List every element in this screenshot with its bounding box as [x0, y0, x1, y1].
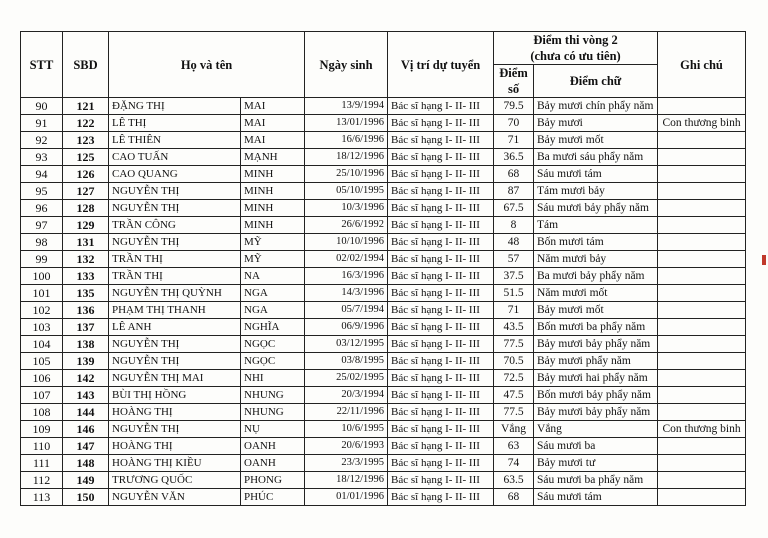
cell-score-text: Ba mươi bảy phẩy năm	[534, 268, 658, 285]
cell-stt: 110	[21, 438, 63, 455]
cell-dob: 22/11/1996	[305, 404, 388, 421]
cell-score: 37.5	[494, 268, 534, 285]
cell-note	[658, 200, 746, 217]
cell-note	[658, 217, 746, 234]
table-row	[21, 353, 746, 370]
cell-position: Bác sĩ hạng I- II- III	[388, 387, 494, 404]
cell-score-text: Vắng	[534, 421, 658, 438]
header-sbd: SBD	[63, 32, 109, 98]
table-body	[21, 98, 746, 506]
cell-position: Bác sĩ hạng I- II- III	[388, 217, 494, 234]
cell-score: 70.5	[494, 353, 534, 370]
cell-position: Bác sĩ hạng I- II- III	[388, 370, 494, 387]
cell-dob: 16/6/1996	[305, 132, 388, 149]
cell-score-text: Sáu mươi ba phẩy năm	[534, 472, 658, 489]
cell-score: 79.5	[494, 98, 534, 115]
cell-sbd: 128	[63, 200, 109, 217]
cell-note	[658, 438, 746, 455]
cell-score: 57	[494, 251, 534, 268]
cell-dob: 25/10/1996	[305, 166, 388, 183]
header-dob: Ngày sinh	[305, 32, 388, 98]
cell-given-name: NGỌC	[241, 336, 305, 353]
cell-family-name: NGUYỄN VĂN	[109, 489, 241, 506]
cell-given-name: MAI	[241, 132, 305, 149]
cell-family-name: CAO TUẤN	[109, 149, 241, 166]
cell-family-name: LÊ THỊ	[109, 115, 241, 132]
cell-stt: 96	[21, 200, 63, 217]
cell-score: 8	[494, 217, 534, 234]
cell-position: Bác sĩ hạng I- II- III	[388, 132, 494, 149]
cell-stt: 107	[21, 387, 63, 404]
table-row	[21, 234, 746, 251]
cell-stt: 102	[21, 302, 63, 319]
header-score-group-line2: (chưa có ưu tiên)	[530, 49, 621, 63]
cell-sbd: 143	[63, 387, 109, 404]
header-score-number-line2: số	[507, 82, 520, 96]
cell-score: Vắng	[494, 421, 534, 438]
cell-score-text: Bốn mươi tám	[534, 234, 658, 251]
cell-family-name: TRẦN THỊ	[109, 268, 241, 285]
cell-score-text: Bốn mươi ba phẩy năm	[534, 319, 658, 336]
table-row	[21, 251, 746, 268]
cell-family-name: BÙI THỊ HỒNG	[109, 387, 241, 404]
cell-sbd: 144	[63, 404, 109, 421]
cell-sbd: 136	[63, 302, 109, 319]
cell-given-name: NHI	[241, 370, 305, 387]
cell-sbd: 127	[63, 183, 109, 200]
cell-score: 48	[494, 234, 534, 251]
cell-score: 63	[494, 438, 534, 455]
cell-dob: 18/12/1996	[305, 472, 388, 489]
table-row	[21, 183, 746, 200]
cell-stt: 91	[21, 115, 63, 132]
cell-note	[658, 370, 746, 387]
cell-sbd: 122	[63, 115, 109, 132]
cell-family-name: TRƯƠNG QUỐC	[109, 472, 241, 489]
cell-sbd: 135	[63, 285, 109, 302]
cell-position: Bác sĩ hạng I- II- III	[388, 438, 494, 455]
cell-note: Con thương binh	[658, 115, 746, 132]
cell-sbd: 148	[63, 455, 109, 472]
cell-score: 51.5	[494, 285, 534, 302]
cell-score: 77.5	[494, 336, 534, 353]
cell-dob: 10/6/1995	[305, 421, 388, 438]
cell-given-name: PHONG	[241, 472, 305, 489]
cell-given-name: NGA	[241, 302, 305, 319]
cell-score: 74	[494, 455, 534, 472]
cell-family-name: NGUYỄN THỊ	[109, 200, 241, 217]
cell-family-name: HOÀNG THỊ KIỀU	[109, 455, 241, 472]
cell-dob: 13/9/1994	[305, 98, 388, 115]
header-position: Vị trí dự tuyển	[388, 32, 494, 98]
cell-sbd: 133	[63, 268, 109, 285]
table-row	[21, 285, 746, 302]
cell-score: 77.5	[494, 404, 534, 421]
cell-position: Bác sĩ hạng I- II- III	[388, 319, 494, 336]
cell-family-name: CAO QUANG	[109, 166, 241, 183]
header-note: Ghi chú	[658, 32, 746, 98]
cell-dob: 03/12/1995	[305, 336, 388, 353]
cell-sbd: 125	[63, 149, 109, 166]
cell-stt: 112	[21, 472, 63, 489]
cell-dob: 16/3/1996	[305, 268, 388, 285]
cell-note	[658, 98, 746, 115]
page-edge-mark	[762, 255, 766, 265]
cell-sbd: 126	[63, 166, 109, 183]
cell-given-name: NHUNG	[241, 387, 305, 404]
cell-score: 36.5	[494, 149, 534, 166]
table-row	[21, 336, 746, 353]
cell-position: Bác sĩ hạng I- II- III	[388, 200, 494, 217]
cell-score-text: Bảy mươi	[534, 115, 658, 132]
header-score-number	[494, 65, 534, 98]
cell-stt: 94	[21, 166, 63, 183]
cell-note	[658, 472, 746, 489]
cell-given-name: MINH	[241, 200, 305, 217]
table-header	[21, 32, 746, 98]
cell-dob: 20/6/1993	[305, 438, 388, 455]
cell-note	[658, 489, 746, 506]
cell-position: Bác sĩ hạng I- II- III	[388, 421, 494, 438]
cell-position: Bác sĩ hạng I- II- III	[388, 404, 494, 421]
cell-score: 71	[494, 302, 534, 319]
cell-note	[658, 455, 746, 472]
cell-given-name: MINH	[241, 183, 305, 200]
cell-note	[658, 336, 746, 353]
cell-score-text: Ba mươi sáu phẩy năm	[534, 149, 658, 166]
cell-family-name: PHẠM THỊ THANH	[109, 302, 241, 319]
cell-sbd: 150	[63, 489, 109, 506]
cell-note	[658, 353, 746, 370]
cell-note	[658, 183, 746, 200]
cell-score-text: Năm mươi bảy	[534, 251, 658, 268]
cell-score: 47.5	[494, 387, 534, 404]
cell-given-name: MAI	[241, 115, 305, 132]
cell-score-text: Sáu mươi bảy phẩy năm	[534, 200, 658, 217]
cell-given-name: OANH	[241, 455, 305, 472]
table-row	[21, 472, 746, 489]
table-row	[21, 268, 746, 285]
cell-sbd: 142	[63, 370, 109, 387]
cell-note	[658, 285, 746, 302]
cell-family-name: LÊ ANH	[109, 319, 241, 336]
cell-dob: 02/02/1994	[305, 251, 388, 268]
cell-given-name: NGHĨA	[241, 319, 305, 336]
cell-score-text: Bảy mươi mốt	[534, 302, 658, 319]
cell-sbd: 129	[63, 217, 109, 234]
cell-family-name: NGUYỄN THỊ	[109, 353, 241, 370]
cell-score-text: Bảy mươi mốt	[534, 132, 658, 149]
cell-family-name: HOÀNG THỊ	[109, 438, 241, 455]
cell-note	[658, 234, 746, 251]
header-score-text: Điểm chữ	[534, 65, 658, 98]
results-table	[20, 31, 746, 506]
cell-dob: 10/10/1996	[305, 234, 388, 251]
cell-given-name: MỸ	[241, 251, 305, 268]
cell-stt: 113	[21, 489, 63, 506]
cell-position: Bác sĩ hạng I- II- III	[388, 268, 494, 285]
cell-position: Bác sĩ hạng I- II- III	[388, 285, 494, 302]
table-row	[21, 421, 746, 438]
cell-position: Bác sĩ hạng I- II- III	[388, 149, 494, 166]
cell-dob: 05/7/1994	[305, 302, 388, 319]
cell-note	[658, 387, 746, 404]
table-row	[21, 149, 746, 166]
cell-given-name: OANH	[241, 438, 305, 455]
cell-dob: 05/10/1995	[305, 183, 388, 200]
header-name: Họ và tên	[109, 32, 305, 98]
table-row	[21, 217, 746, 234]
cell-score-text: Bảy mươi bảy phẩy năm	[534, 404, 658, 421]
cell-note	[658, 166, 746, 183]
cell-position: Bác sĩ hạng I- II- III	[388, 302, 494, 319]
cell-given-name: NGỌC	[241, 353, 305, 370]
cell-score-text: Tám	[534, 217, 658, 234]
table-row	[21, 115, 746, 132]
cell-given-name: MAI	[241, 98, 305, 115]
cell-sbd: 149	[63, 472, 109, 489]
cell-score: 43.5	[494, 319, 534, 336]
cell-position: Bác sĩ hạng I- II- III	[388, 183, 494, 200]
cell-position: Bác sĩ hạng I- II- III	[388, 234, 494, 251]
cell-family-name: TRẦN CÔNG	[109, 217, 241, 234]
table-row	[21, 370, 746, 387]
cell-family-name: ĐẶNG THỊ	[109, 98, 241, 115]
cell-stt: 100	[21, 268, 63, 285]
cell-stt: 99	[21, 251, 63, 268]
cell-stt: 92	[21, 132, 63, 149]
cell-score-text: Sáu mươi tám	[534, 166, 658, 183]
cell-given-name: NGA	[241, 285, 305, 302]
cell-score: 71	[494, 132, 534, 149]
cell-note	[658, 404, 746, 421]
cell-stt: 105	[21, 353, 63, 370]
cell-dob: 01/01/1996	[305, 489, 388, 506]
cell-score-text: Bảy mươi chín phẩy năm	[534, 98, 658, 115]
cell-score-text: Bốn mươi bảy phẩy năm	[534, 387, 658, 404]
cell-score-text: Sáu mươi ba	[534, 438, 658, 455]
cell-dob: 26/6/1992	[305, 217, 388, 234]
cell-dob: 18/12/1996	[305, 149, 388, 166]
cell-sbd: 123	[63, 132, 109, 149]
cell-position: Bác sĩ hạng I- II- III	[388, 472, 494, 489]
cell-family-name: TRẦN THỊ	[109, 251, 241, 268]
cell-dob: 14/3/1996	[305, 285, 388, 302]
cell-given-name: MẠNH	[241, 149, 305, 166]
cell-note	[658, 251, 746, 268]
cell-score-text: Bảy mươi tư	[534, 455, 658, 472]
cell-stt: 103	[21, 319, 63, 336]
cell-score-text: Bảy mươi bảy phẩy năm	[534, 336, 658, 353]
cell-position: Bác sĩ hạng I- II- III	[388, 115, 494, 132]
cell-stt: 109	[21, 421, 63, 438]
cell-score-text: Bảy mươi phẩy năm	[534, 353, 658, 370]
cell-position: Bác sĩ hạng I- II- III	[388, 353, 494, 370]
table-row	[21, 98, 746, 115]
cell-sbd: 132	[63, 251, 109, 268]
cell-stt: 93	[21, 149, 63, 166]
cell-dob: 03/8/1995	[305, 353, 388, 370]
cell-given-name: MINH	[241, 166, 305, 183]
cell-dob: 20/3/1994	[305, 387, 388, 404]
cell-family-name: NGUYỄN THỊ	[109, 421, 241, 438]
table-row	[21, 132, 746, 149]
cell-score-text: Sáu mươi tám	[534, 489, 658, 506]
cell-stt: 90	[21, 98, 63, 115]
cell-stt: 97	[21, 217, 63, 234]
table-row	[21, 489, 746, 506]
cell-score-text: Năm mươi mốt	[534, 285, 658, 302]
cell-score-text: Bảy mươi hai phẩy năm	[534, 370, 658, 387]
cell-score: 70	[494, 115, 534, 132]
cell-stt: 104	[21, 336, 63, 353]
cell-given-name: MINH	[241, 217, 305, 234]
table-row	[21, 319, 746, 336]
cell-position: Bác sĩ hạng I- II- III	[388, 166, 494, 183]
cell-stt: 111	[21, 455, 63, 472]
cell-note	[658, 268, 746, 285]
header-score-group	[494, 32, 658, 65]
cell-score-text: Tám mươi bảy	[534, 183, 658, 200]
cell-position: Bác sĩ hạng I- II- III	[388, 98, 494, 115]
table-row	[21, 302, 746, 319]
cell-dob: 13/01/1996	[305, 115, 388, 132]
cell-given-name: MỸ	[241, 234, 305, 251]
table-row	[21, 404, 746, 421]
cell-stt: 108	[21, 404, 63, 421]
cell-sbd: 137	[63, 319, 109, 336]
cell-dob: 25/02/1995	[305, 370, 388, 387]
cell-given-name: NHUNG	[241, 404, 305, 421]
cell-sbd: 121	[63, 98, 109, 115]
cell-stt: 98	[21, 234, 63, 251]
cell-position: Bác sĩ hạng I- II- III	[388, 455, 494, 472]
cell-family-name: NGUYỄN THỊ	[109, 336, 241, 353]
table-row	[21, 387, 746, 404]
cell-score: 68	[494, 166, 534, 183]
cell-family-name: NGUYỄN THỊ	[109, 234, 241, 251]
cell-note	[658, 149, 746, 166]
header-score-group-line1: Điểm thi vòng 2	[533, 33, 618, 47]
cell-score: 63.5	[494, 472, 534, 489]
header-score-number-line1: Điểm	[499, 66, 528, 80]
cell-dob: 23/3/1995	[305, 455, 388, 472]
cell-family-name: HOÀNG THỊ	[109, 404, 241, 421]
table-row	[21, 455, 746, 472]
cell-given-name: NỤ	[241, 421, 305, 438]
cell-sbd: 146	[63, 421, 109, 438]
cell-sbd: 138	[63, 336, 109, 353]
table-row	[21, 200, 746, 217]
cell-score: 72.5	[494, 370, 534, 387]
cell-note	[658, 319, 746, 336]
cell-score: 68	[494, 489, 534, 506]
cell-note: Con thương binh	[658, 421, 746, 438]
cell-note	[658, 302, 746, 319]
cell-given-name: PHÚC	[241, 489, 305, 506]
cell-score: 67.5	[494, 200, 534, 217]
cell-stt: 95	[21, 183, 63, 200]
cell-sbd: 131	[63, 234, 109, 251]
cell-sbd: 147	[63, 438, 109, 455]
cell-stt: 106	[21, 370, 63, 387]
cell-family-name: NGUYỄN THỊ	[109, 183, 241, 200]
table-row	[21, 166, 746, 183]
header-stt: STT	[21, 32, 63, 98]
cell-score: 87	[494, 183, 534, 200]
cell-family-name: NGUYỄN THỊ QUỲNH	[109, 285, 241, 302]
cell-given-name: NA	[241, 268, 305, 285]
cell-sbd: 139	[63, 353, 109, 370]
cell-position: Bác sĩ hạng I- II- III	[388, 251, 494, 268]
cell-note	[658, 132, 746, 149]
cell-dob: 06/9/1996	[305, 319, 388, 336]
cell-dob: 10/3/1996	[305, 200, 388, 217]
cell-stt: 101	[21, 285, 63, 302]
cell-family-name: NGUYỄN THỊ MAI	[109, 370, 241, 387]
table-row	[21, 438, 746, 455]
cell-position: Bác sĩ hạng I- II- III	[388, 336, 494, 353]
cell-position: Bác sĩ hạng I- II- III	[388, 489, 494, 506]
cell-family-name: LÊ THIÊN	[109, 132, 241, 149]
